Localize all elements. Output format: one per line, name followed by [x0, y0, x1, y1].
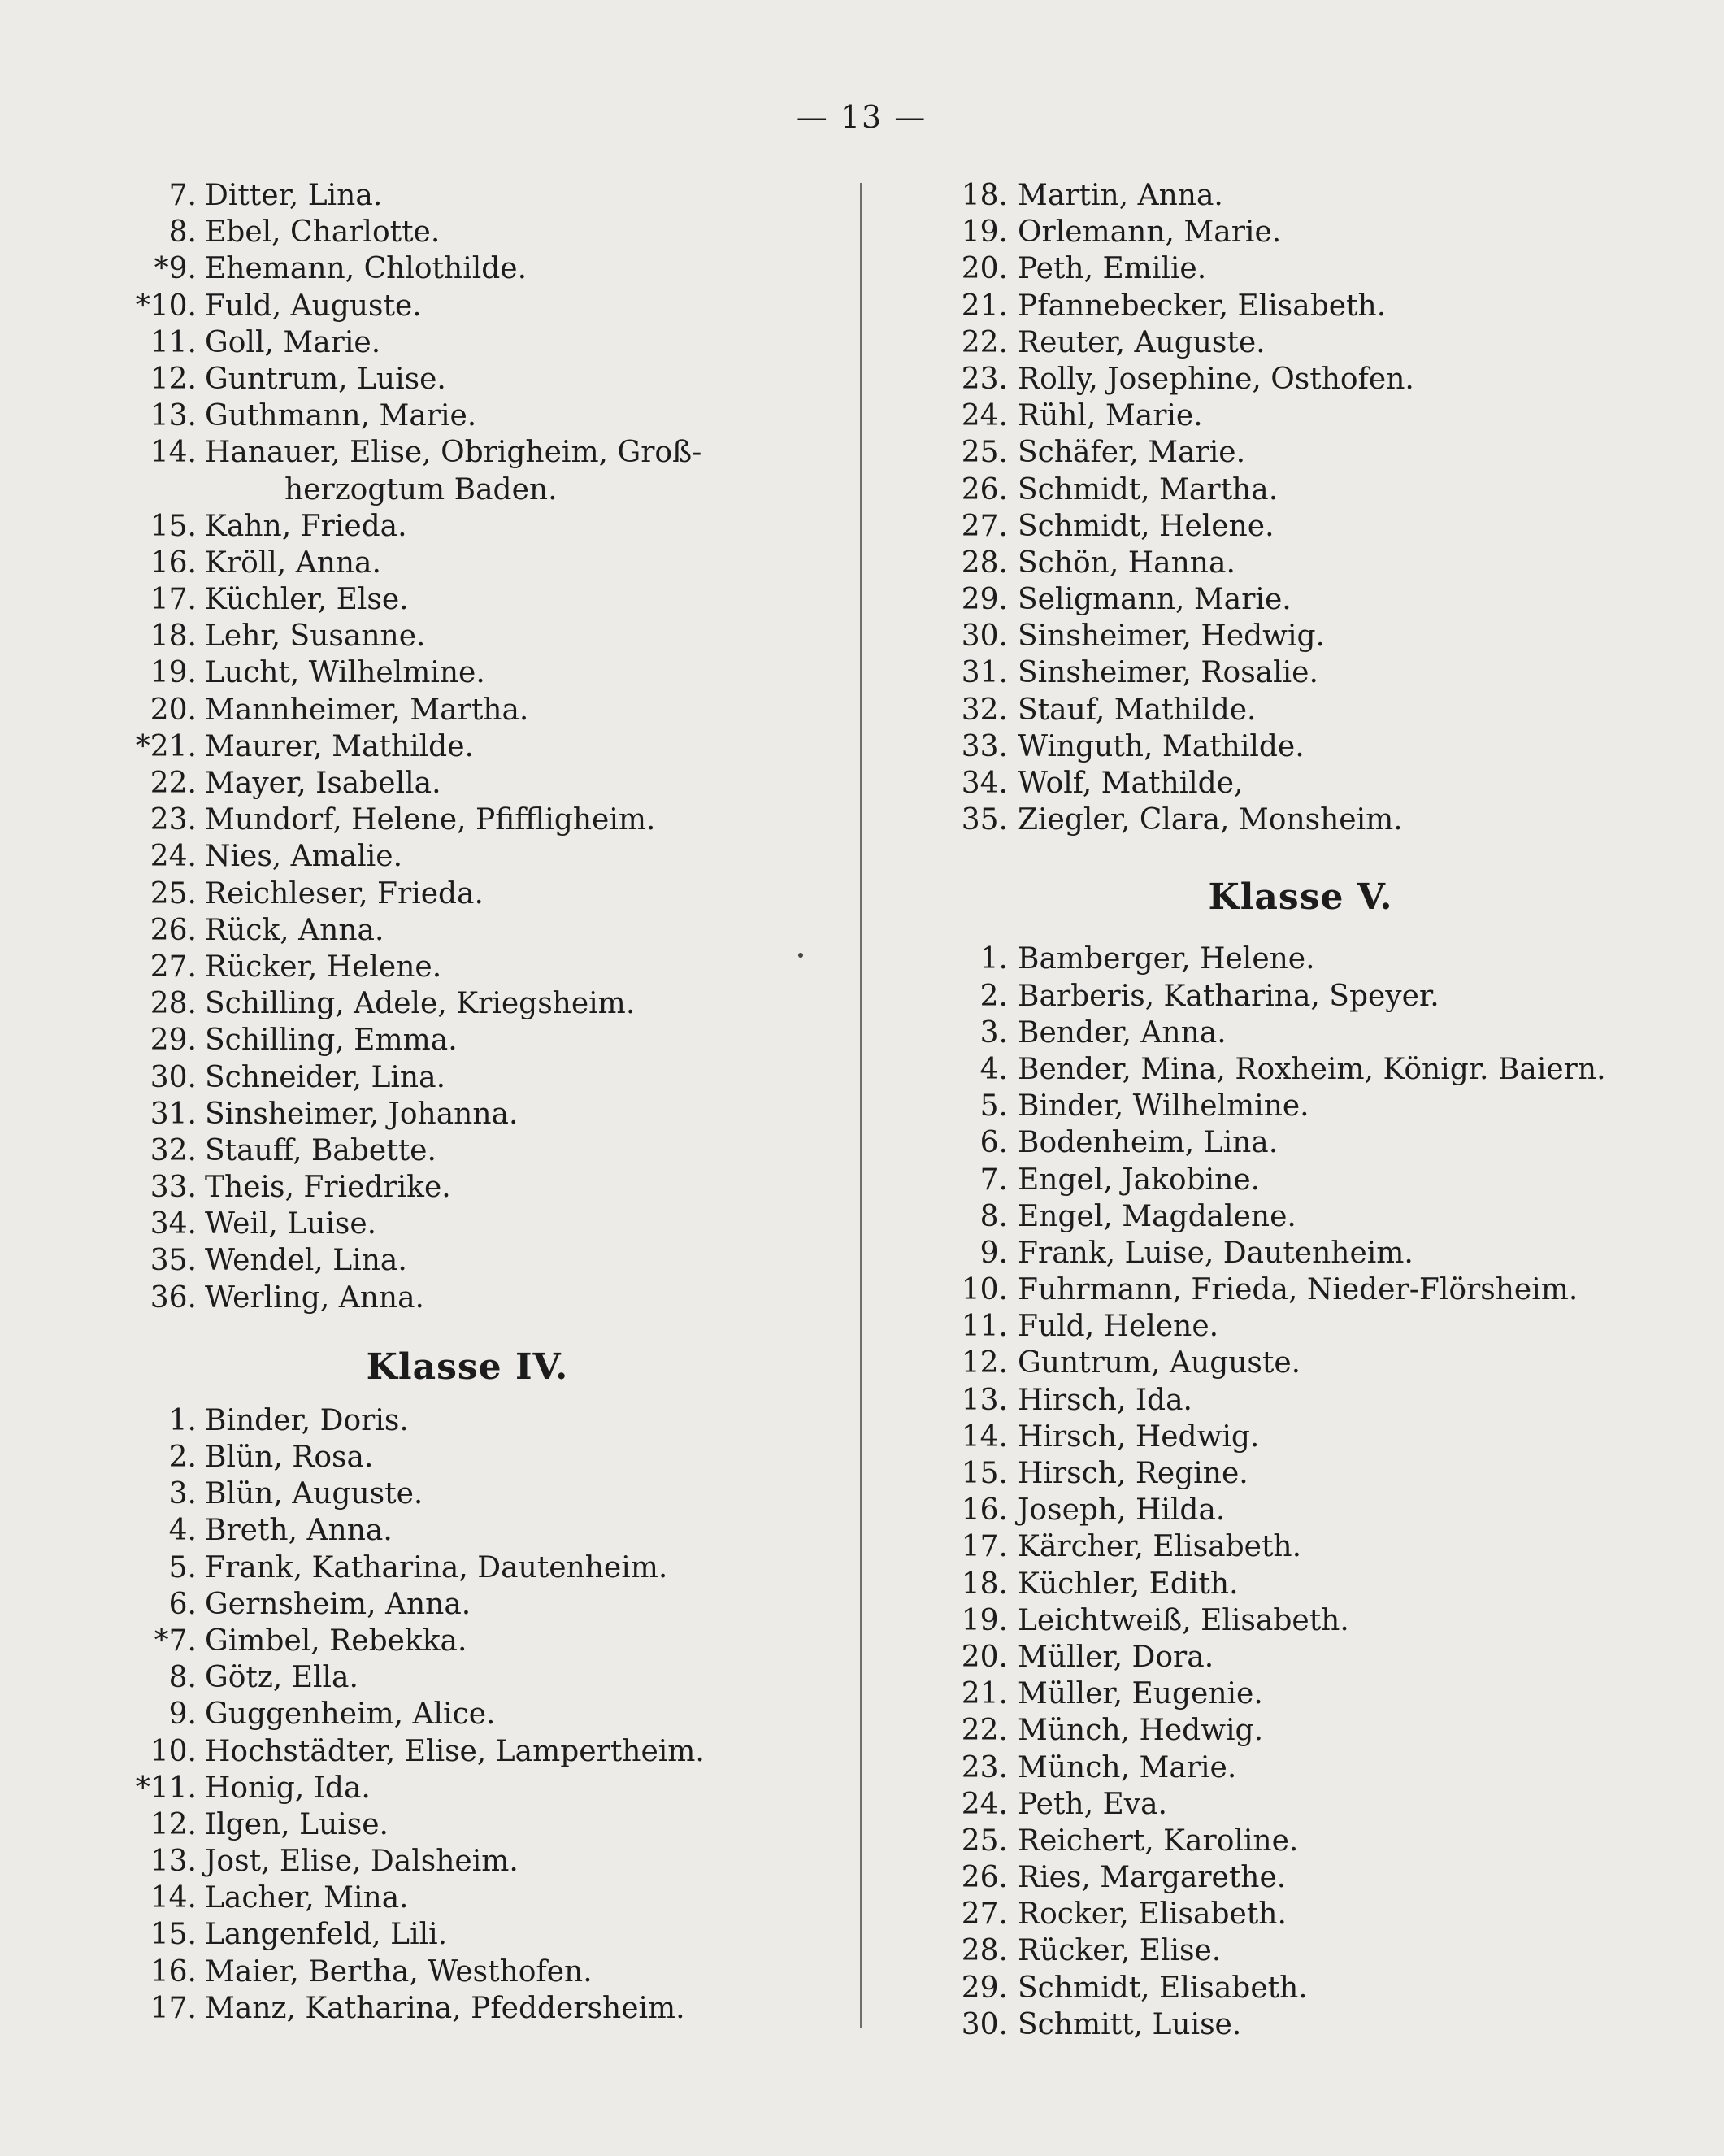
list-item: [935, 1750, 1666, 1786]
entry-number: 10.: [150, 1734, 197, 1768]
entry-name: Fuld, Auguste.: [205, 289, 422, 323]
entry-name: Müller, Dora.: [1018, 1640, 1214, 1674]
entry-name: Orlemann, Marie.: [1018, 215, 1282, 250]
entry-name: Reichert, Karoline.: [1018, 1823, 1299, 1858]
list-item: [122, 1550, 813, 1586]
entry-name: Rücker, Elise.: [1018, 1934, 1222, 1968]
entry-number: *7.: [154, 1624, 197, 1658]
entry-name: Stauff, Babette.: [205, 1133, 436, 1167]
entry-number: 6.: [979, 1126, 1008, 1160]
entry-number: 7.: [168, 179, 197, 212]
klasse-v-entry-list: [935, 941, 1666, 2043]
list-item: [935, 1566, 1666, 1602]
entry-name: Fuhrmann, Frieda, Nieder-Flörsheim.: [1018, 1273, 1579, 1307]
entry-name: Maurer, Mathilde.: [205, 729, 474, 763]
list-item: [935, 1602, 1666, 1639]
entry-number: 15.: [150, 1918, 197, 1952]
list-item: [935, 361, 1666, 398]
entry-name: Barberis, Katharina, Speyer.: [1018, 979, 1440, 1013]
entry-name: Honig, Ida.: [205, 1771, 371, 1805]
entry-number: 16.: [150, 546, 197, 580]
entry-name: Hanauer, Elise, Obrigheim, Groß-: [205, 436, 702, 470]
list-item: [122, 876, 813, 912]
entry-number: 17.: [150, 1991, 197, 2025]
entry-number: 35.: [150, 1244, 197, 1278]
entry-name: Langenfeld, Lili.: [205, 1918, 448, 1952]
list-item: [935, 250, 1666, 287]
entry-number: 19.: [961, 215, 1008, 250]
entry-number: 33.: [961, 729, 1008, 763]
entry-number: 1.: [979, 942, 1008, 976]
entry-number: 23.: [961, 362, 1008, 396]
entry-number: 28.: [961, 546, 1008, 580]
entry-name: Rolly, Josephine, Osthofen.: [1018, 362, 1414, 396]
entry-number: 24.: [150, 840, 197, 874]
entry-name: Gimbel, Rebekka.: [205, 1624, 467, 1658]
list-item: [122, 324, 813, 361]
left-entry-list: [122, 177, 813, 1316]
list-item: [935, 654, 1666, 691]
list-item: [935, 941, 1666, 977]
entry-number: 14.: [150, 436, 197, 470]
list-item: [935, 2006, 1666, 2043]
list-item: [935, 1345, 1666, 1381]
entry-number: 36.: [150, 1280, 197, 1315]
entry-name: Blün, Auguste.: [205, 1477, 423, 1511]
list-item: [122, 912, 813, 949]
entry-name: Ditter, Lina.: [205, 179, 383, 212]
entry-name: Küchler, Else.: [205, 583, 409, 617]
entry-name: Hirsch, Ida.: [1018, 1383, 1192, 1417]
entry-number: 5.: [979, 1089, 1008, 1124]
entry-name: Guntrum, Auguste.: [1018, 1346, 1301, 1380]
list-item: [122, 1206, 813, 1242]
list-item: [935, 545, 1666, 581]
list-item: [122, 1806, 813, 1843]
list-item: [935, 692, 1666, 728]
entry-number: *11.: [135, 1771, 197, 1805]
list-item: [122, 1022, 813, 1058]
list-item: [122, 765, 813, 802]
entry-number: 28.: [150, 987, 197, 1021]
entry-number: 22.: [961, 325, 1008, 359]
entry-number: 30.: [961, 619, 1008, 654]
left-column: [122, 177, 813, 2027]
entry-name: Bamberger, Helene.: [1018, 942, 1315, 976]
entry-number: 4.: [168, 1514, 197, 1548]
section-heading-klasse-v: Klasse V.: [1208, 876, 1393, 919]
list-item: [122, 361, 813, 398]
entry-number: 18.: [150, 619, 197, 654]
entry-name: Reuter, Auguste.: [1018, 325, 1266, 359]
entry-name: Schilling, Emma.: [205, 1024, 458, 1058]
entry-name: Guggenheim, Alice.: [205, 1697, 496, 1732]
entry-number: 9.: [168, 1697, 197, 1732]
list-item: [122, 1843, 813, 1880]
entry-name: Hirsch, Regine.: [1018, 1457, 1248, 1490]
list-item: [935, 1859, 1666, 1896]
list-item: [122, 1990, 813, 2027]
list-item: [122, 545, 813, 581]
entry-number: 23.: [961, 1750, 1008, 1784]
list-item: [935, 978, 1666, 1015]
entry-number: 8.: [979, 1199, 1008, 1233]
list-item: [122, 1280, 813, 1316]
list-item: [935, 1932, 1666, 1969]
entry-number: 16.: [961, 1493, 1008, 1528]
entry-name: Wolf, Mathilde,: [1018, 767, 1244, 800]
right-entry-list: [935, 177, 1666, 838]
list-item: [122, 838, 813, 875]
entry-name: Küchler, Edith.: [1018, 1567, 1239, 1601]
entry-name: Joseph, Hilda.: [1018, 1493, 1226, 1528]
list-item: [935, 1235, 1666, 1271]
entry-name: Hirsch, Hedwig.: [1018, 1419, 1260, 1454]
entry-name: Theis, Friedrike.: [205, 1171, 451, 1205]
list-item: [935, 1492, 1666, 1528]
entry-number: 10.: [961, 1273, 1008, 1307]
list-item: [122, 1770, 813, 1806]
list-item: [935, 398, 1666, 434]
entry-number: 31.: [961, 656, 1008, 690]
list-item: [122, 802, 813, 838]
entry-number: 26.: [961, 1861, 1008, 1895]
entry-name: Engel, Magdalene.: [1018, 1199, 1296, 1233]
list-item: [122, 1512, 813, 1549]
entry-name: Hochstädter, Elise, Lampertheim.: [205, 1734, 705, 1768]
entry-name: Binder, Wilhelmine.: [1018, 1089, 1309, 1124]
entry-name: Rück, Anna.: [205, 913, 384, 947]
list-item-continuation: [122, 472, 813, 508]
list-item: [122, 398, 813, 434]
entry-number: 19.: [961, 1603, 1008, 1637]
list-item: [122, 250, 813, 287]
list-item: [935, 1162, 1666, 1198]
list-item: [935, 1455, 1666, 1492]
entry-number: 34.: [961, 767, 1008, 800]
entry-number: 11.: [961, 1310, 1008, 1344]
entry-number: 6.: [168, 1587, 197, 1621]
entry-number: 27.: [150, 950, 197, 984]
entry-number: 25.: [150, 876, 197, 911]
entry-name: Breth, Anna.: [205, 1514, 393, 1548]
entry-name: Reichleser, Frieda.: [205, 876, 484, 911]
entry-number: 24.: [961, 399, 1008, 433]
list-item: [935, 1823, 1666, 1859]
entry-name: Sinsheimer, Hedwig.: [1018, 619, 1325, 654]
list-item: [935, 618, 1666, 654]
list-item: [935, 1124, 1666, 1161]
list-item: [122, 1059, 813, 1096]
entry-number: 13.: [961, 1383, 1008, 1417]
entry-number: 35.: [961, 803, 1008, 837]
list-item: [935, 214, 1666, 250]
entry-name: Ehemann, Chlothilde.: [205, 252, 528, 286]
entry-number: 20.: [961, 1640, 1008, 1674]
entry-name: Götz, Ella.: [205, 1661, 358, 1695]
list-item: [935, 1419, 1666, 1455]
entry-number: 33.: [150, 1171, 197, 1205]
list-item: [935, 581, 1666, 618]
list-item: [935, 1712, 1666, 1749]
entry-number: 15.: [961, 1457, 1008, 1490]
entry-number: 20.: [150, 693, 197, 727]
list-item: [935, 1271, 1666, 1308]
entry-name: Winguth, Mathilde.: [1018, 729, 1305, 763]
list-item: [122, 1586, 813, 1623]
entry-name: Mayer, Isabella.: [205, 767, 441, 800]
entry-name: Jost, Elise, Dalsheim.: [205, 1845, 519, 1879]
entry-number: 32.: [961, 693, 1008, 727]
list-item: [122, 508, 813, 545]
list-item: [935, 324, 1666, 361]
list-item: [122, 618, 813, 654]
list-item: [122, 1169, 813, 1206]
entry-name: Ilgen, Luise.: [205, 1807, 389, 1841]
list-item: [935, 1051, 1666, 1088]
entry-name: Sinsheimer, Johanna.: [205, 1097, 519, 1131]
column-divider: [860, 183, 862, 2028]
entry-name: Weil, Luise.: [205, 1207, 377, 1241]
entry-number: 14.: [150, 1881, 197, 1915]
entry-name: Schmidt, Helene.: [1018, 509, 1275, 543]
entry-number: 2.: [168, 1441, 197, 1474]
entry-name: herzogtum Baden.: [284, 472, 558, 506]
entry-name: Fuld, Helene.: [1018, 1310, 1219, 1344]
entry-number: 30.: [961, 2007, 1008, 2041]
entry-name: Sinsheimer, Rosalie.: [1018, 656, 1318, 690]
entry-number: 28.: [961, 1934, 1008, 1968]
entry-number: 8.: [168, 1661, 197, 1695]
entry-number: 12.: [961, 1346, 1008, 1380]
page-number: — 13 —: [796, 99, 927, 135]
entry-number: 27.: [961, 1897, 1008, 1932]
entry-name: Pfannebecker, Elisabeth.: [1018, 289, 1387, 323]
entry-name: Bender, Mina, Roxheim, Königr. Baiern.: [1018, 1052, 1606, 1086]
entry-name: Bender, Anna.: [1018, 1015, 1227, 1050]
entry-name: Binder, Doris.: [205, 1403, 409, 1437]
entry-name: Wendel, Lina.: [205, 1244, 407, 1278]
entry-number: 15.: [150, 509, 197, 543]
entry-number: *21.: [135, 729, 197, 763]
list-item: [122, 1402, 813, 1439]
list-item: [935, 765, 1666, 802]
entry-number: 9.: [979, 1236, 1008, 1270]
list-item: [122, 1096, 813, 1132]
entry-name: Schmitt, Luise.: [1018, 2007, 1242, 2041]
entry-number: 22.: [150, 767, 197, 800]
entry-number: 18.: [961, 1567, 1008, 1601]
entry-name: Schneider, Lina.: [205, 1060, 446, 1094]
list-item: [122, 288, 813, 324]
entry-number: 7.: [979, 1163, 1008, 1197]
entry-name: Martin, Anna.: [1018, 179, 1223, 212]
list-item: [122, 985, 813, 1022]
entry-name: Bodenheim, Lina.: [1018, 1126, 1279, 1160]
list-item: [122, 1696, 813, 1732]
entry-name: Kröll, Anna.: [205, 546, 381, 580]
list-item: [122, 1733, 813, 1770]
section-heading-klasse-iv: Klasse IV.: [366, 1345, 569, 1388]
entry-name: Kärcher, Elisabeth.: [1018, 1530, 1302, 1564]
right-column: [935, 177, 1666, 2043]
list-item: [935, 288, 1666, 324]
entry-number: *10.: [135, 289, 197, 323]
entry-name: Guntrum, Luise.: [205, 362, 446, 396]
entry-number: *9.: [154, 252, 197, 286]
entry-name: Seligmann, Marie.: [1018, 583, 1292, 617]
list-item: [122, 1880, 813, 1916]
entry-number: 13.: [150, 1845, 197, 1879]
list-item: [122, 1242, 813, 1279]
entry-name: Schmidt, Elisabeth.: [1018, 1971, 1308, 2005]
entry-number: 21.: [961, 289, 1008, 323]
entry-number: 16.: [150, 1954, 197, 1989]
entry-number: 29.: [961, 583, 1008, 617]
entry-number: 24.: [961, 1787, 1008, 1821]
entry-number: 5.: [168, 1550, 197, 1584]
entry-name: Münch, Marie.: [1018, 1750, 1237, 1784]
entry-name: Schilling, Adele, Kriegsheim.: [205, 987, 636, 1021]
entry-name: Engel, Jakobine.: [1018, 1163, 1261, 1197]
list-item: [122, 654, 813, 691]
entry-number: 1.: [168, 1403, 197, 1437]
list-item: [122, 1476, 813, 1512]
entry-number: 20.: [961, 252, 1008, 286]
entry-name: Schäfer, Marie.: [1018, 436, 1246, 470]
list-item: [935, 1786, 1666, 1823]
entry-number: 27.: [961, 509, 1008, 543]
entry-name: Gernsheim, Anna.: [205, 1587, 471, 1621]
entry-name: Rühl, Marie.: [1018, 399, 1203, 433]
entry-name: Peth, Emilie.: [1018, 252, 1207, 286]
entry-number: 19.: [150, 656, 197, 690]
list-item: [122, 1916, 813, 1953]
entry-name: Manz, Katharina, Pfeddersheim.: [205, 1991, 685, 2025]
entry-number: 23.: [150, 803, 197, 837]
entry-number: 13.: [150, 399, 197, 433]
list-item: [935, 802, 1666, 838]
entry-number: 11.: [150, 325, 197, 359]
entry-name: Maier, Bertha, Westhofen.: [205, 1954, 593, 1989]
list-item: [935, 177, 1666, 214]
entry-number: 29.: [961, 1971, 1008, 2005]
entry-number: 30.: [150, 1060, 197, 1094]
entry-number: 26.: [961, 472, 1008, 506]
entry-name: Goll, Marie.: [205, 325, 381, 359]
entry-number: 26.: [150, 913, 197, 947]
entry-number: 17.: [150, 583, 197, 617]
entry-name: Guthmann, Marie.: [205, 399, 477, 433]
entry-name: Nies, Amalie.: [205, 840, 403, 874]
list-item: [122, 692, 813, 728]
entry-name: Lucht, Wilhelmine.: [205, 656, 485, 690]
list-item: [935, 1308, 1666, 1345]
list-item: [935, 1676, 1666, 1712]
entry-number: 18.: [961, 179, 1008, 212]
entry-name: Leichtweiß, Elisabeth.: [1018, 1603, 1349, 1637]
entry-number: 22.: [961, 1714, 1008, 1748]
entry-name: Mannheimer, Martha.: [205, 693, 529, 727]
entry-number: 25.: [961, 436, 1008, 470]
entry-name: Mundorf, Helene, Pfiffligheim.: [205, 803, 656, 837]
list-item: [935, 1015, 1666, 1051]
list-item: [935, 1970, 1666, 2006]
list-item: [935, 1198, 1666, 1235]
list-item: [935, 472, 1666, 508]
entry-number: 17.: [961, 1530, 1008, 1564]
entry-number: 8.: [168, 215, 197, 250]
entry-number: 12.: [150, 1807, 197, 1841]
entry-name: Schön, Hanna.: [1018, 546, 1235, 580]
klasse-iv-entry-list: [122, 1402, 813, 2027]
list-item: [122, 1439, 813, 1476]
entry-number: 34.: [150, 1207, 197, 1241]
list-item: [935, 1528, 1666, 1565]
list-item: [122, 177, 813, 214]
list-item: [935, 728, 1666, 765]
entry-name: Peth, Eva.: [1018, 1787, 1167, 1821]
entry-number: 21.: [961, 1677, 1008, 1711]
entry-name: Frank, Luise, Dautenheim.: [1018, 1236, 1414, 1270]
list-item: [122, 1132, 813, 1169]
entry-number: 4.: [979, 1052, 1008, 1086]
list-item: [122, 949, 813, 985]
entry-number: 29.: [150, 1024, 197, 1058]
entry-number: 12.: [150, 362, 197, 396]
entry-name: Lehr, Susanne.: [205, 619, 426, 654]
entry-name: Rücker, Helene.: [205, 950, 442, 984]
entry-name: Ries, Margarethe.: [1018, 1861, 1287, 1895]
entry-number: 25.: [961, 1823, 1008, 1858]
list-item: [122, 1623, 813, 1659]
entry-number: 2.: [979, 979, 1008, 1013]
entry-name: Münch, Hedwig.: [1018, 1714, 1264, 1748]
entry-name: Kahn, Frieda.: [205, 509, 407, 543]
entry-number: 32.: [150, 1133, 197, 1167]
list-item: [935, 1382, 1666, 1419]
entry-number: 14.: [961, 1419, 1008, 1454]
entry-name: Müller, Eugenie.: [1018, 1677, 1263, 1711]
entry-name: Stauf, Mathilde.: [1018, 693, 1257, 727]
list-item: [122, 728, 813, 765]
list-item: [122, 1954, 813, 1990]
entry-name: Werling, Anna.: [205, 1280, 424, 1315]
entry-name: Rocker, Elisabeth.: [1018, 1897, 1287, 1932]
entry-name: Ebel, Charlotte.: [205, 215, 441, 250]
list-item: [935, 1088, 1666, 1124]
list-item: [122, 434, 813, 471]
entry-name: Schmidt, Martha.: [1018, 472, 1279, 506]
entry-name: Frank, Katharina, Dautenheim.: [205, 1550, 668, 1584]
entry-number: 3.: [979, 1015, 1008, 1050]
list-item: [122, 214, 813, 250]
list-item: [935, 1639, 1666, 1676]
list-item: [935, 1896, 1666, 1932]
entry-name: Ziegler, Clara, Monsheim.: [1018, 803, 1403, 837]
entry-number: 3.: [168, 1477, 197, 1511]
list-item: [122, 1659, 813, 1696]
entry-number: 31.: [150, 1097, 197, 1131]
entry-name: Lacher, Mina.: [205, 1881, 409, 1915]
list-item: [935, 508, 1666, 545]
list-item: [935, 434, 1666, 471]
list-item: [122, 581, 813, 618]
entry-name: Blün, Rosa.: [205, 1441, 374, 1474]
